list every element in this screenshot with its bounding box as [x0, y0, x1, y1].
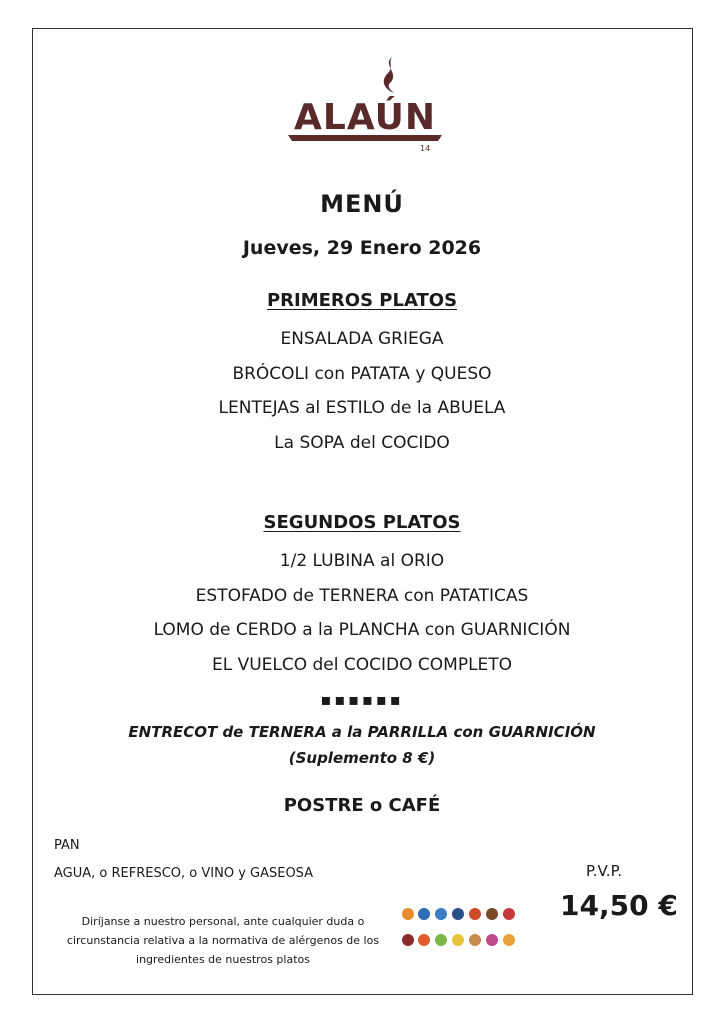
second-courses-list — [0, 544, 724, 682]
allergen-icon — [418, 908, 430, 920]
dish-item: BRÓCOLI con PATATA y QUESO — [232, 363, 492, 384]
logo-number: 14 — [420, 144, 431, 153]
dish-item: ESTOFADO de TERNERA con PATATICAS — [195, 585, 529, 606]
second-courses-title: SEGUNDOS PLATOS — [263, 512, 461, 533]
dish-item: ENSALADA GRIEGA — [280, 329, 444, 349]
allergen-note: Diríjanse a nuestro personal, ante cualquier duda o circunstancia relativa a la normativa de alérgenos de los ingredientes de nuestros platos — [66, 915, 380, 966]
extra-drinks: AGUA, o REFRESCO, o VINO y GASEOSA — [54, 866, 314, 881]
dish-item: LENTEJAS al ESTILO de la ABUELA — [218, 398, 506, 418]
menu-title: MENÚ — [320, 190, 404, 218]
extra-bread: PAN — [54, 838, 80, 853]
dish-item: LOMO de CERDO a la PLANCHA con GUARNICIÓN — [153, 620, 571, 640]
allergen-icons — [402, 908, 522, 958]
allergen-icon — [486, 934, 498, 946]
dish-item: 1/2 LUBINA al ORIO — [279, 551, 445, 571]
allergen-icon — [402, 934, 414, 946]
first-courses-title: PRIMEROS PLATOS — [266, 290, 458, 311]
allergen-icon — [469, 934, 481, 946]
logo-name: ALAÚN — [294, 97, 436, 138]
allergen-icon — [402, 908, 414, 920]
price-label: P.V.P. — [586, 862, 623, 880]
dish-item: EL VUELCO del COCIDO COMPLETO — [211, 654, 513, 675]
allergen-icon — [503, 908, 515, 920]
allergen-icon — [503, 934, 515, 946]
first-courses-list — [0, 322, 724, 460]
special-dish: ENTRECOT de TERNERA a la PARRILLA con GUARNICIÓN — [128, 723, 596, 741]
menu-date: Jueves, 29 Enero 2026 — [242, 237, 482, 259]
allergen-icon — [435, 934, 447, 946]
allergen-icon — [452, 934, 464, 946]
restaurant-logo — [280, 55, 450, 155]
separator-dots: ▪▪▪▪▪▪ — [320, 690, 404, 709]
allergen-icon — [469, 908, 481, 920]
special-supplement: (Suplemento 8 €) — [288, 749, 436, 767]
allergen-icon — [452, 908, 464, 920]
price-value: 14,50 € — [560, 889, 678, 922]
dessert-line: POSTRE o CAFÉ — [283, 795, 441, 816]
allergen-icon — [418, 934, 430, 946]
dish-item: La SOPA del COCIDO — [274, 432, 450, 453]
allergen-icon — [486, 908, 498, 920]
allergen-icon — [435, 908, 447, 920]
